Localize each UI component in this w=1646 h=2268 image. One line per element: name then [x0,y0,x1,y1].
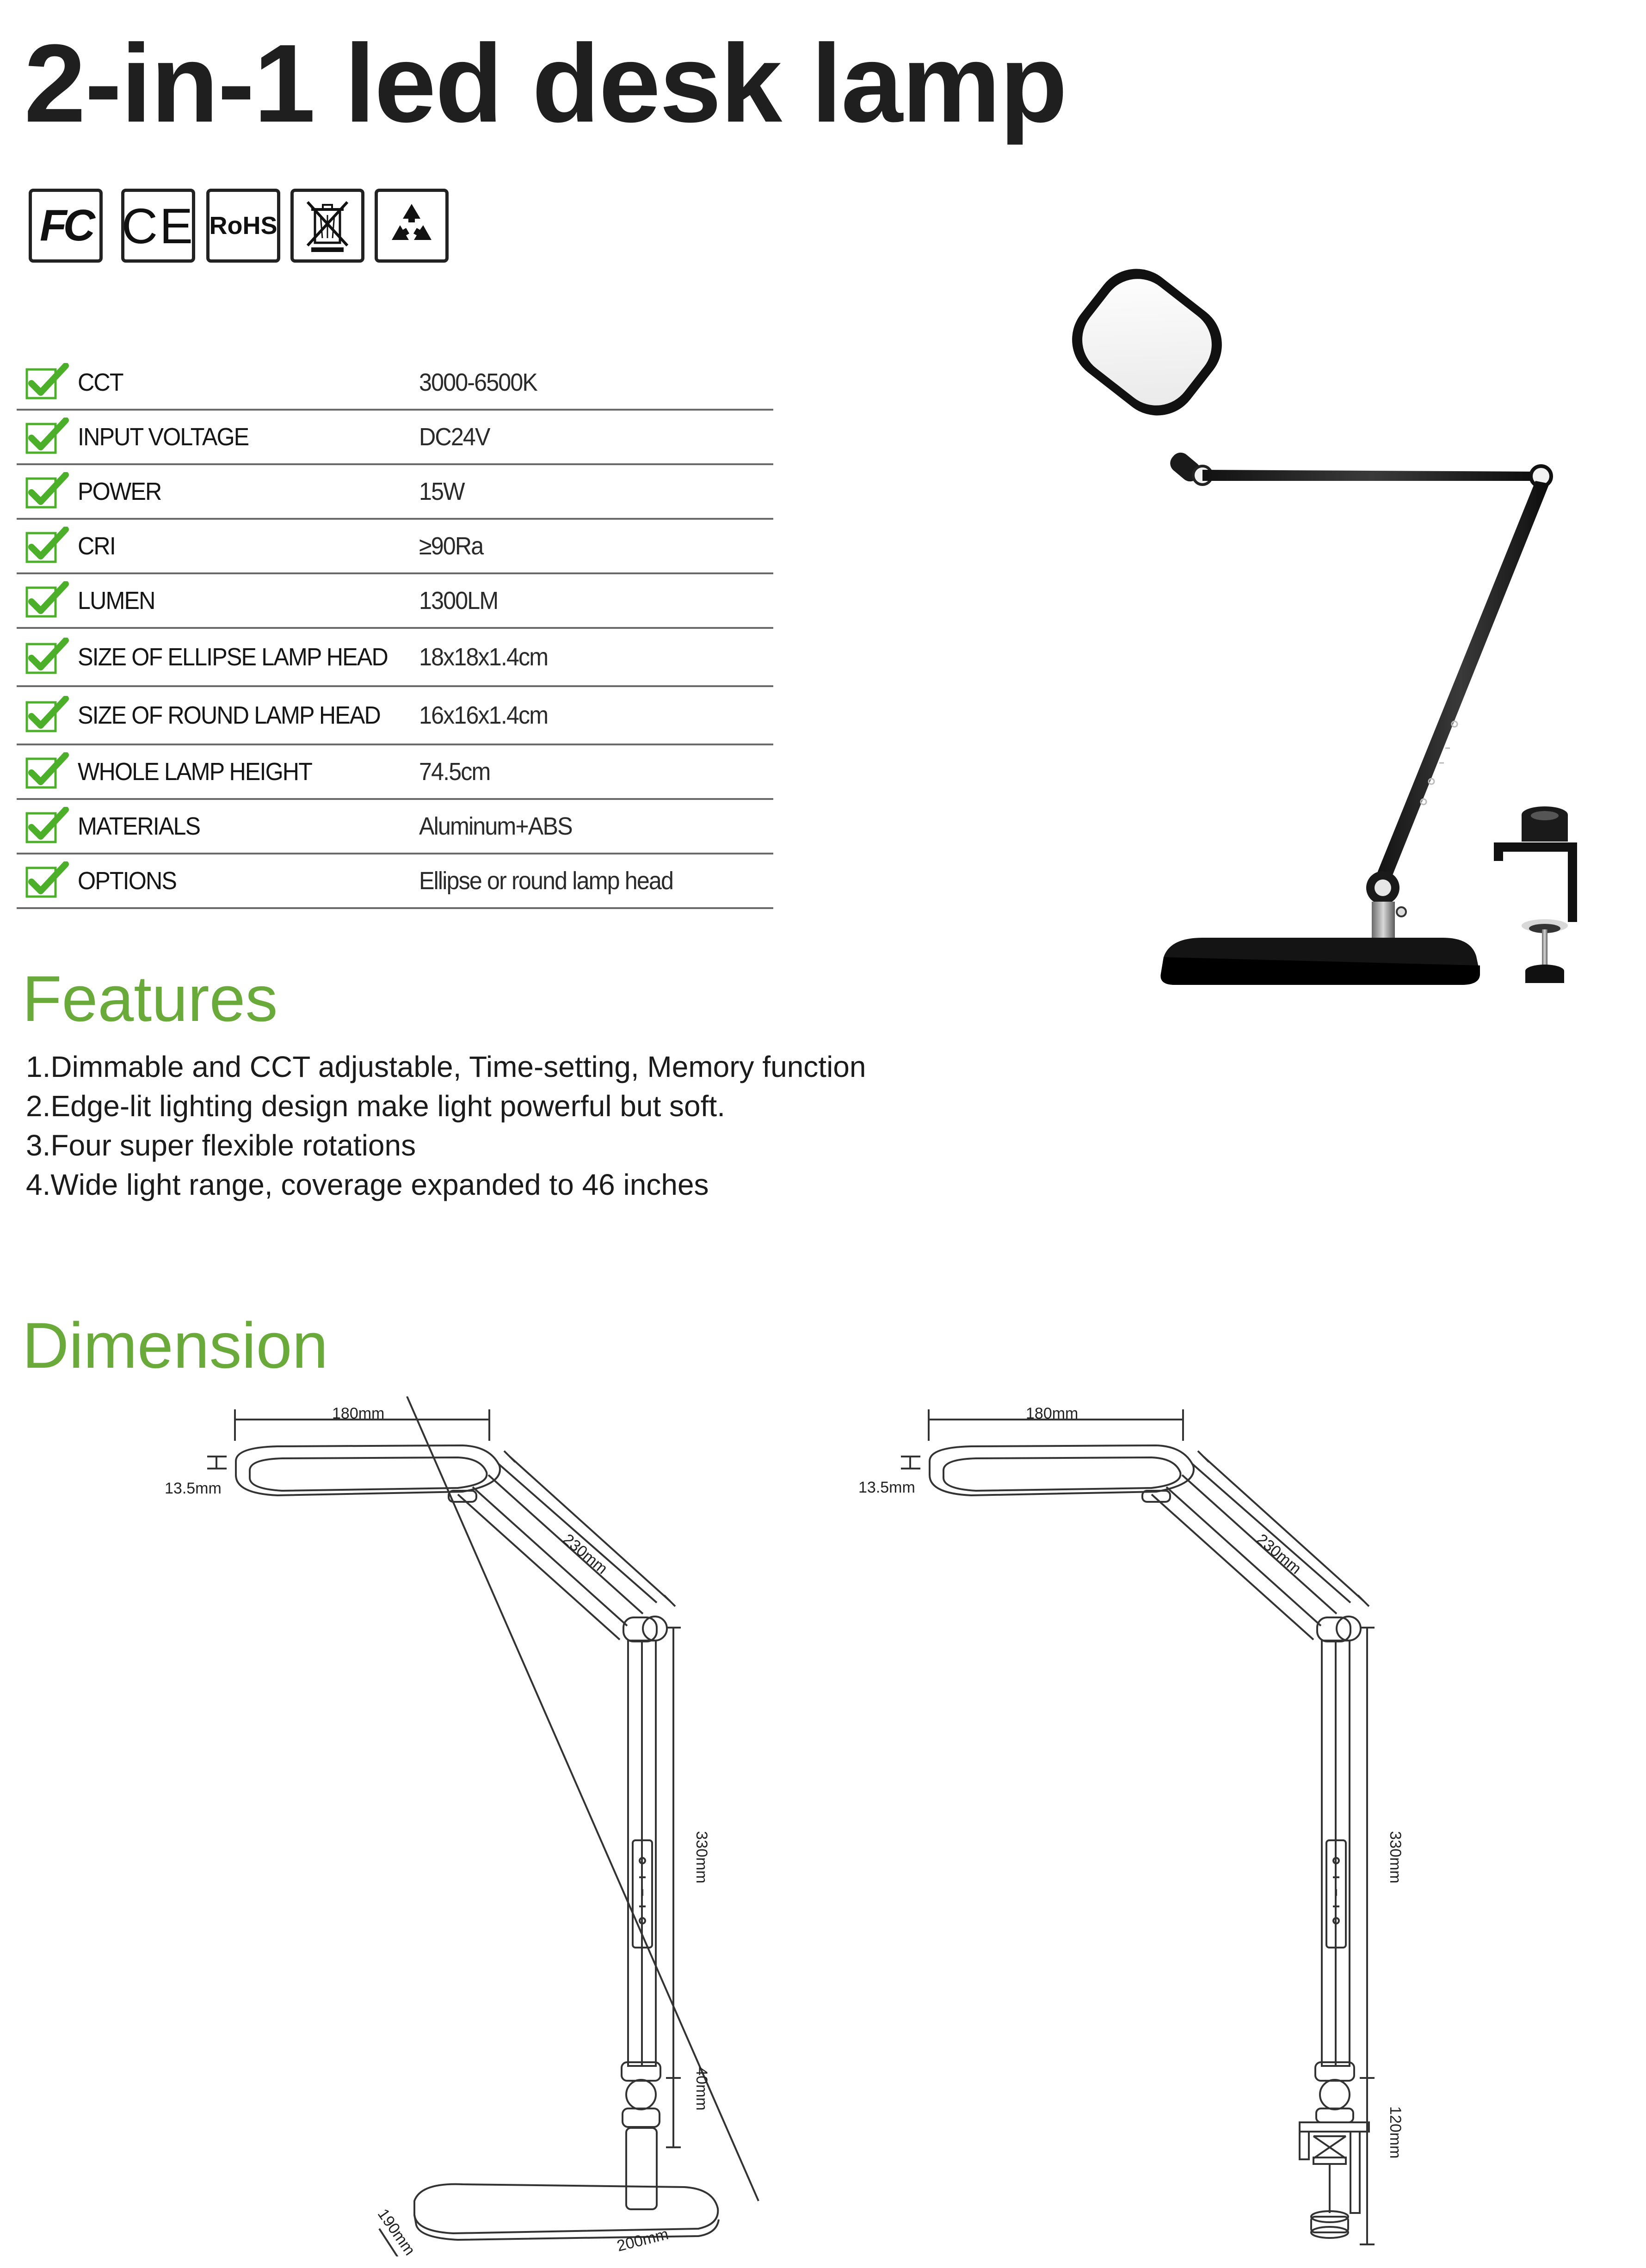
features-list [26,1047,866,1205]
checkmark-icon [25,638,69,676]
spec-label: SIZE OF ROUND LAMP HEAD [78,701,380,729]
checkmark-icon [25,363,69,402]
checkmark-icon [25,807,69,846]
spec-value: ≥90Ra [419,532,483,560]
dim-clamp-head-width: 180mm [1026,1405,1079,1422]
feature-item: 2.Edge-lit lighting design make light powerful but soft. [26,1089,725,1123]
dim-head-thickness: 13.5mm [165,1480,222,1497]
spec-row [17,574,773,629]
checkmark-icon [25,752,69,791]
checkmark-icon [25,861,69,900]
recycle-icon [375,189,449,263]
spec-row [17,854,773,909]
spec-value: DC24V [419,423,490,451]
spec-label: MATERIALS [78,812,200,840]
spec-row [17,629,773,687]
spec-value: 3000-6500K [419,369,537,396]
spec-row [17,465,773,520]
spec-value: 1300LM [419,587,498,615]
spec-value: 74.5cm [419,758,490,786]
dim-clamp-lower-arm: 330mm [1387,1831,1404,1884]
checkmark-icon [25,418,69,456]
spec-value: Ellipse or round lamp head [419,867,673,895]
spec-label: LUMEN [78,587,155,615]
dimension-drawing-base [139,1396,786,2256]
spec-row [17,356,773,411]
spec-label: WHOLE LAMP HEIGHT [78,758,312,786]
dimension-drawing-clamp [832,1396,1480,2256]
feature-item: 3.Four super flexible rotations [26,1129,416,1162]
dim-base-width: 200mm [615,2225,671,2255]
rohs-logo-icon: RoHS [206,189,280,263]
feature-item: 4.Wide light range, coverage expanded to 46 inches [26,1168,709,1201]
fcc-logo-icon: FC [29,189,103,263]
dim-upper-arm: 230mm [559,1530,611,1578]
spec-label: OPTIONS [78,867,176,895]
checkmark-icon [25,472,69,511]
spec-label: INPUT VOLTAGE [78,423,249,451]
ce-mark-icon: CE [121,189,195,263]
spec-value: 18x18x1.4cm [419,643,548,671]
weee-crossed-bin-icon [290,189,364,263]
spec-row [17,687,773,745]
spec-table [17,356,773,909]
dim-lower-arm: 330mm [693,1831,710,1884]
dimension-heading: Dimension [22,1309,328,1382]
dim-head-width: 180mm [332,1405,385,1422]
spec-value: 16x16x1.4cm [419,701,548,729]
spec-row [17,411,773,465]
spec-label: POWER [78,478,161,505]
dim-clamp-height: 120mm [1387,2106,1404,2159]
features-heading: Features [22,962,278,1035]
spec-row [17,520,773,574]
spec-row [17,800,773,854]
spec-label: SIZE OF ELLIPSE LAMP HEAD [78,643,388,671]
checkmark-icon [25,696,69,735]
spec-label: CCT [78,369,123,396]
spec-label: CRI [78,532,115,560]
product-photo [1064,250,1609,1036]
dim-clamp-head-thickness: 13.5mm [858,1479,915,1496]
spec-value: Aluminum+ABS [419,812,572,840]
dim-clamp-upper-arm: 230mm [1253,1530,1305,1578]
checkmark-icon [25,581,69,620]
page-title: 2-in-1 led desk lamp [24,21,1067,145]
spec-value: 15W [419,478,464,505]
spec-row [17,745,773,800]
dim-base-depth: 190mm [374,2206,419,2259]
checkmark-icon [25,527,69,565]
feature-item: 1.Dimmable and CCT adjustable, Time-setting, Memory function [26,1050,866,1083]
dim-pivot-height: 40mm [693,2067,710,2111]
